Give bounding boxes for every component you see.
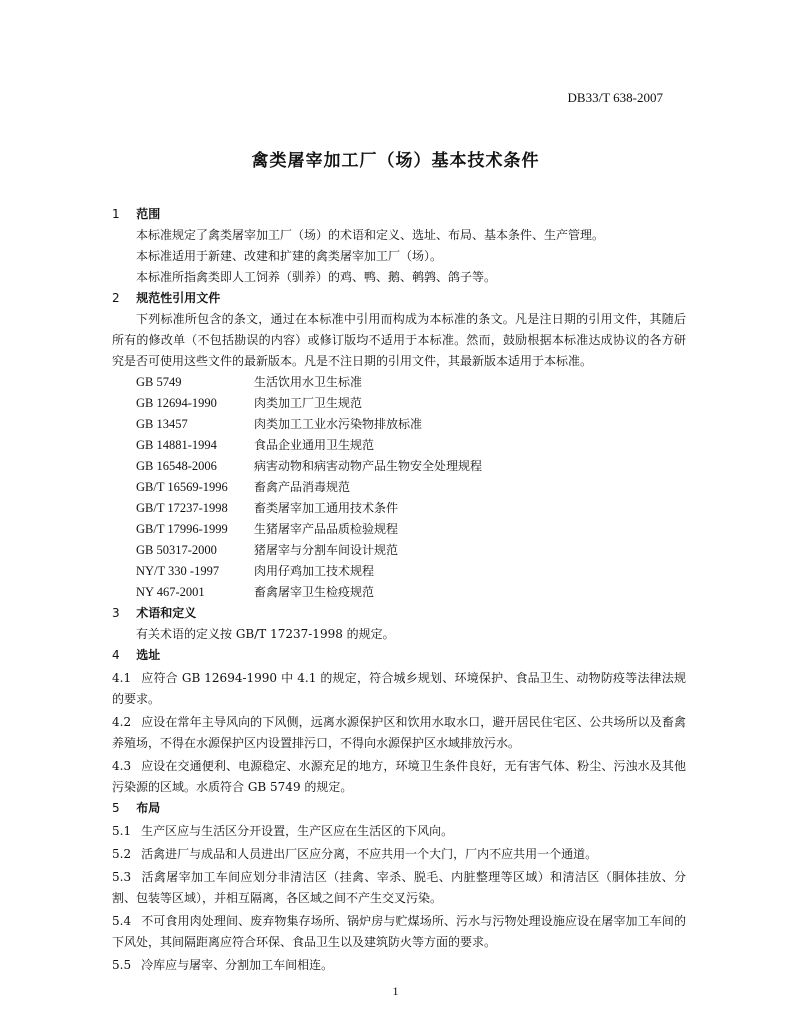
section-number: 2 (112, 291, 120, 305)
section-title: 选址 (136, 648, 161, 662)
reference-row (136, 414, 686, 435)
section-number: 1 (112, 207, 120, 221)
section-heading (112, 603, 686, 624)
clause (112, 756, 686, 798)
document-body (112, 204, 686, 976)
clause-text: 冷库应与屠宰、分割加工车间相连。 (141, 958, 334, 972)
section-number: 3 (112, 606, 120, 620)
reference-code: GB 14881-1994 (136, 438, 217, 452)
clause-text: 活禽屠宰加工车间应划分非清洁区（挂禽、宰杀、脱毛、内脏整理等区域）和清洁区（胴体挂放、分割、包装等区域），并相互隔离，各区域之间不产生交叉污染。 (112, 870, 686, 905)
reference-name: 畜类屠宰加工通用技术条件 (254, 501, 399, 515)
clause-text: 应设在常年主导风向的下风侧，远离水源保护区和饮用水取水口，避开居民住宅区、公共场所以及畜禽养殖场，不得在水源保护区内设置排污口，不得向水源保护区水域排放污水。 (112, 715, 686, 750)
clause (112, 712, 686, 754)
reference-name: 肉类加工工业水污染物排放标准 (254, 417, 423, 431)
reference-row (136, 372, 686, 393)
reference-code: GB 12694-1990 (136, 396, 217, 410)
clause-text: 活禽进厂与成品和人员进出厂区应分离，不应共用一个大门，厂内不应共用一个通道。 (141, 847, 598, 861)
reference-row (136, 477, 686, 498)
paragraph: 本标准规定了禽类屠宰加工厂（场）的术语和定义、选址、布局、基本条件、生产管理。 (136, 228, 605, 242)
clause-text: 不可食用肉处理间、废弃物集存场所、锅炉房与贮煤场所、污水与污物处理设施应设在屠宰加工车间的下风处，其间隔距离应符合环保、食品卫生以及建筑防火等方面的要求。 (112, 914, 686, 949)
reference-name: 肉类加工厂卫生规范 (254, 396, 363, 410)
paragraph: 下列标准所包含的条文，通过在本标准中引用而构成为本标准的条文。凡是注日期的引用文件，其随后所有的修改单（不包括勘误的内容）或修订版均不适用于本标准。然而，鼓励根据本标准达成协议的各方研究是否可使用这些文件的最新版本。凡是不注日期的引用文件，其最新版本适用于本标准。 (112, 312, 686, 368)
clause-text: 应符合 GB 12694-1990 中 4.1 的规定，符合城乡规划、环境保护、食品卫生、动物防疫等法律法规的要求。 (112, 671, 686, 706)
reference-code: GB 13457 (136, 417, 188, 431)
page-number: 1 (392, 984, 399, 998)
document-id: DB33/T 638-2007 (567, 90, 663, 105)
reference-code: GB/T 16569-1996 (136, 480, 228, 494)
reference-name: 畜禽产品消毒规范 (254, 480, 351, 494)
section-number: 4 (112, 648, 120, 662)
reference-code: NY/T 330 -1997 (136, 564, 220, 578)
clause-text: 应设在交通便利、电源稳定、水源充足的地方，环境卫生条件良好，无有害气体、粉尘、污浊水及其他污染源的区域。水质符合 GB 5749 的规定。 (112, 759, 686, 794)
reference-name: 畜禽屠宰卫生检疫规范 (254, 585, 375, 599)
reference-row (136, 498, 686, 519)
clause-number: 4.3 (112, 759, 132, 773)
reference-row (136, 435, 686, 456)
reference-name: 肉用仔鸡加工技术规程 (254, 564, 375, 578)
clause-number: 5.4 (112, 914, 132, 928)
reference-code: GB 5749 (136, 375, 182, 389)
paragraph: 本标准适用于新建、改建和扩建的禽类屠宰加工厂（场）。 (136, 249, 443, 263)
reference-row (136, 519, 686, 540)
reference-name: 生活饮用水卫生标准 (254, 375, 363, 389)
reference-name: 生猪屠宰产品品质检验规程 (254, 522, 399, 536)
reference-name: 猪屠宰与分割车间设计规范 (254, 543, 399, 557)
reference-name: 食品企业通用卫生规范 (254, 438, 375, 452)
clause-number: 5.3 (112, 870, 132, 884)
reference-name: 病害动物和病害动物产品生物安全处理规程 (254, 459, 483, 473)
clause (112, 821, 686, 842)
clause-number: 4.2 (112, 715, 132, 729)
clause-text: 生产区应与生活区分开设置，生产区应在生活区的下风向。 (141, 824, 454, 838)
reference-row (136, 561, 686, 582)
clause-number: 4.1 (112, 671, 132, 685)
clause (112, 668, 686, 710)
reference-row (136, 393, 686, 414)
section-title: 规范性引用文件 (136, 291, 221, 305)
section-title: 范围 (136, 207, 161, 221)
reference-code: GB 16548-2006 (136, 459, 217, 473)
clause-number: 5.2 (112, 847, 132, 861)
clause (112, 867, 686, 909)
reference-list (136, 372, 686, 603)
section-title: 布局 (136, 801, 161, 815)
clause (112, 911, 686, 953)
section-number: 5 (112, 801, 120, 815)
page-title: 禽类屠宰加工厂（场）基本技术条件 (251, 151, 540, 171)
reference-row (136, 582, 686, 603)
reference-code: GB 50317-2000 (136, 543, 217, 557)
clause (112, 844, 686, 865)
clause-number: 5.5 (112, 958, 132, 972)
clause-number: 5.1 (112, 824, 132, 838)
section-heading (112, 798, 686, 819)
reference-row (136, 540, 686, 561)
clause (112, 955, 686, 976)
reference-code: NY 467-2001 (136, 585, 205, 599)
paragraph: 本标准所指禽类即人工饲养（驯养）的鸡、鸭、鹅、鹌鹑、鸽子等。 (136, 270, 497, 284)
section-heading (112, 645, 686, 666)
reference-code: GB/T 17996-1999 (136, 522, 228, 536)
section-heading (112, 288, 686, 309)
reference-row (136, 456, 686, 477)
section-heading (112, 204, 686, 225)
section-title: 术语和定义 (136, 606, 197, 620)
paragraph: 有关术语的定义按 GB/T 17237-1998 的规定。 (136, 627, 395, 641)
reference-code: GB/T 17237-1998 (136, 501, 228, 515)
